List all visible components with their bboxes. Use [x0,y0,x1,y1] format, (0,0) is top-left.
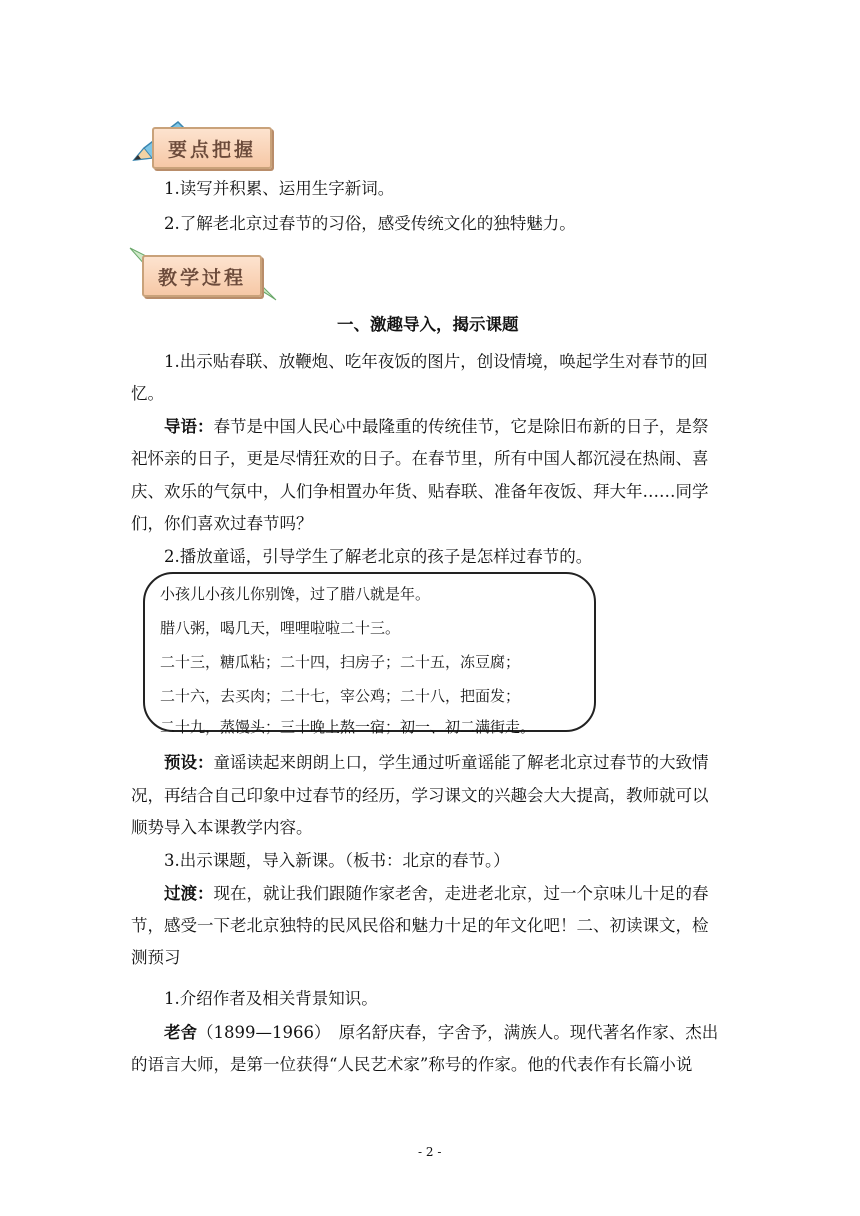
para-6-line-2: 节，感受一下老北京独特的民风民俗和魅力十足的年文化吧！二、初读课文，检 [131,916,709,935]
para-2-line-4: 们，你们喜欢过春节吗？ [131,514,313,533]
intro-text: 春节是中国人民心中最隆重的传统佳节，它是除旧布新的日子，是祭 [213,417,709,436]
author-label: 老舍 [164,1023,197,1042]
para-2-line-3: 庆、欢乐的气氛中，人们争相置办年货、贴春联、准备年夜饭、拜大年……同学 [131,482,709,501]
preset-label: 预设： [164,753,214,772]
key-point-2: 2.了解老北京过春节的习俗，感受传统文化的独特魅力。 [164,214,576,233]
rhyme-line-5: 二十九，蒸馒头；三十晚上熬一宿；初一、初二满街走。 [160,718,536,736]
para-6-line-1 [164,883,709,905]
para-1-line-2: 忆。 [131,384,164,403]
para-5: 3.出示课题，导入新课。（板书：北京的春节。） [164,851,510,870]
key-point-1: 1.读写并积累、运用生字新词。 [164,179,395,198]
section-badge-key-points: 要点把握 [152,127,272,169]
rhyme-line-1: 小孩儿小孩儿你别馋，过了腊八就是年。 [160,585,431,603]
para-4-line-2: 况，再结合自己印象中过春节的经历，学习课文的兴趣会大大提高，教师就可以 [131,786,709,805]
preset-text: 童谣读起来朗朗上口，学生通过听童谣能了解老北京过春节的大致情 [213,753,709,772]
para-2-line-1 [164,416,709,438]
intro-label: 导语： [164,417,214,436]
author-text: （1899—1966） 原名舒庆春，字舍予，满族人。现代著名作家、杰出 [197,1023,719,1042]
para-8-line-1 [164,1022,718,1044]
section-badge-teaching-process: 教学过程 [142,255,262,297]
transition-label: 过渡： [164,884,214,903]
para-4-line-3: 顺势导入本课教学内容。 [131,818,313,837]
para-3: 2.播放童谣，引导学生了解老北京的孩子是怎样过春节的。 [164,547,593,566]
transition-text: 现在，就让我们跟随作家老舍，走进老北京，过一个京味儿十足的春 [213,884,709,903]
para-7: 1.介绍作者及相关背景知识。 [164,989,378,1008]
page-number: - 2 - [418,1145,442,1159]
para-1-line-1: 1.出示贴春联、放鞭炮、吃年夜饭的图片，创设情境，唤起学生对春节的回 [164,352,708,371]
rhyme-line-3: 二十三，糖瓜粘；二十四，扫房子；二十五，冻豆腐； [160,653,521,671]
para-2-line-2: 祀怀亲的日子，更是尽情狂欢的日子。在春节里，所有中国人都沉浸在热闹、喜 [131,449,709,468]
para-8-line-2: 的语言大师，是第一位获得“人民艺术家”称号的作家。他的代表作有长篇小说 [131,1055,693,1074]
para-4-line-1 [164,752,709,774]
rhyme-line-4: 二十六，去买肉；二十七，宰公鸡；二十八，把面发； [160,687,521,705]
rhyme-line-2: 腊八粥，喝几天，哩哩啦啦二十三。 [160,619,401,637]
para-6-line-3: 测预习 [131,948,181,967]
section-heading: 一、激趣导入，揭示课题 [337,315,519,334]
